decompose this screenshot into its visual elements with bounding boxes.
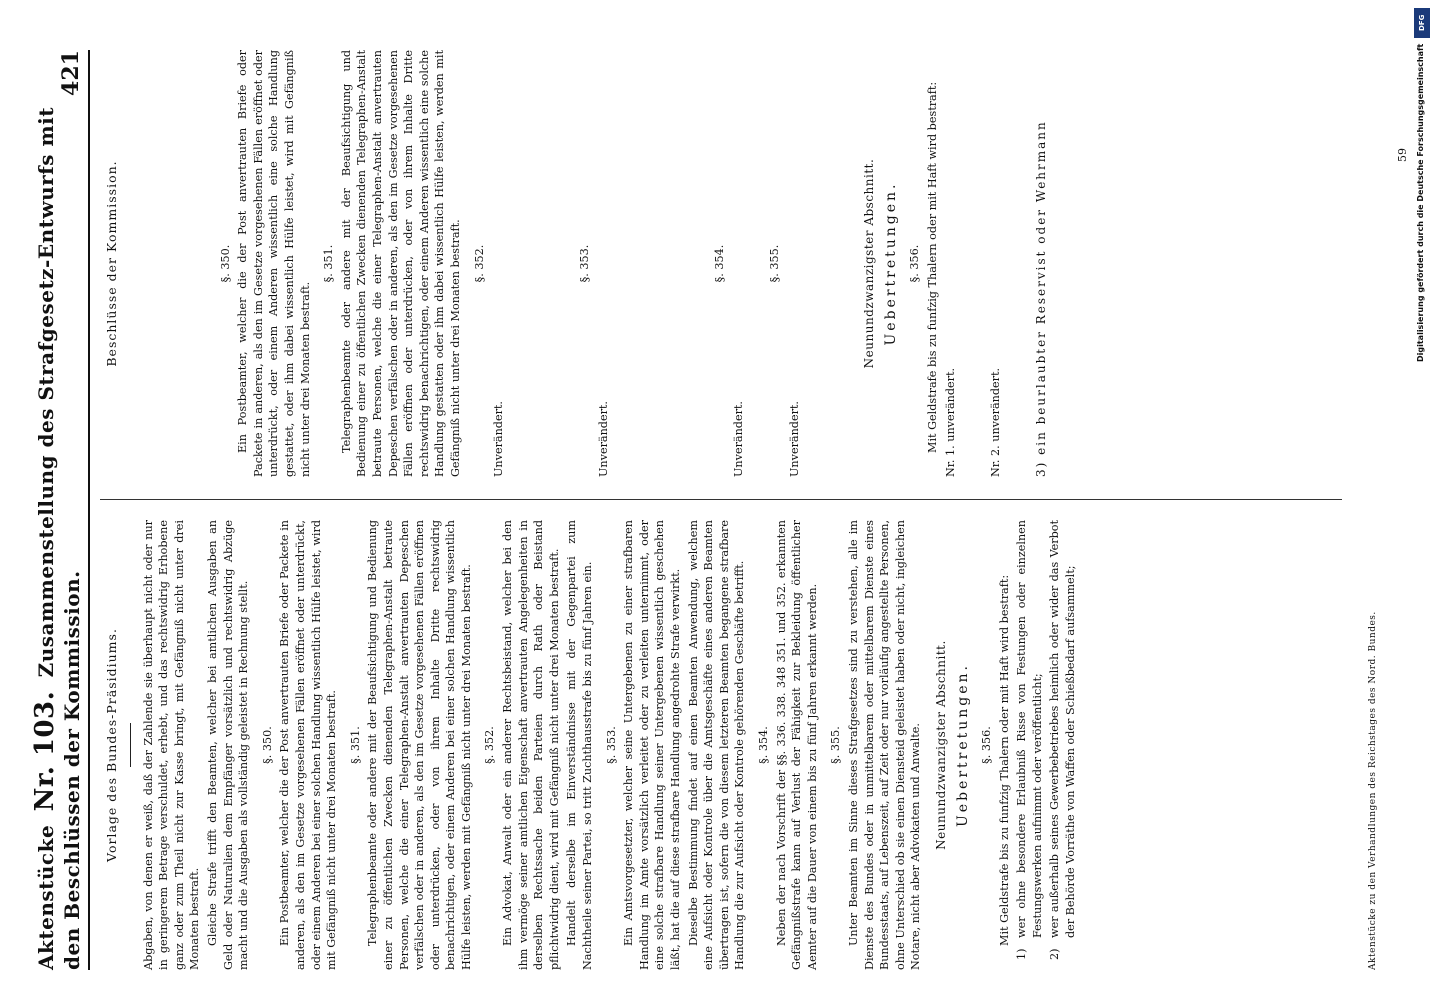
section-text-353: Unverändert. [597, 401, 611, 477]
section-label-354: §. 354. [756, 726, 770, 764]
section-text-355: Unverändert. [787, 401, 801, 477]
spacer [170, 50, 210, 477]
section-text-354: Unverändert. [732, 401, 746, 477]
section-label-353: §. 353. [577, 244, 591, 283]
section-label-353: §. 353. [604, 726, 618, 764]
section-text-352-2: Handelt derselbe im Einverständnisse mit der Gegenpartei zum Nachtheile seiner Partei, so tritt Zuchthausstrafe bis zu fünf Jahren ein. [565, 520, 595, 970]
title-text: Zusammenstellung des Strafgesetz-Entwurfs mit den Beschlüssen der Kommission. [34, 107, 84, 970]
section-label-356: §. 356. [980, 726, 994, 764]
section-text-355: Unter Beamten im Sinne dieses Strafgesetzes sind zu verstehen, alle im Dienste des Bundes oder in unmittelbarem oder mittelbarem Dienste eines Bundesstaats, auf Lebenszeit, auf Zeit oder nur vorläufig angestellte Personen, ohne Unterschied ob sie einen Diensteid geleistet haben oder nicht, ingleichen Notare, nicht aber Advokaten und Anwalte. [846, 520, 923, 970]
chapter-subtitle: Uebertretungen. [882, 181, 899, 346]
page-header [30, 50, 90, 970]
section-label-354: §. 354. [712, 244, 726, 283]
section-label-350: §. 350. [218, 244, 232, 283]
section-label-352: §. 352. [483, 726, 497, 764]
list-item-new: 3) ein beurlaubter Reservist oder Wehrmann [1033, 120, 1048, 477]
list-number: 1) [1015, 948, 1029, 960]
section-text-351: Telegraphenbeamte oder andere mit der Beaufsichtigung und Bedienung einer zu öffentlichen Zwecken dienenden Telegraphen-Anstalt betraute Personen, welche die einer Telegraphen-Anstalt anvertrauten Depeschen verfälschen oder in anderen, als den im Gesetze vorgesehenen Fällen eröffnen oder unterdrücken, oder von ihrem Inhalte Dritte rechtswidrig benachrichtigen, oder einem Anderen wissentlich eine solche Handlung gestatten oder ihm dabei wissentlich Hülfe leisten, werden mit Gefängniß nicht unter drei Monaten bestraft. [339, 50, 462, 477]
section-text-356: Mit Geldstrafe bis zu funfzig Thalern oder mit Haft wird bestraft: [997, 574, 1011, 946]
section-text-354: Neben der nach Vorschrift der §§. 336. 338. 348 351. und 352. erkannten Gefängnißstrafe kann auf Verlust der Fähigkeit zur Bekleidung öffentlicher Aemter auf die Dauer von einem bis zu fünf Jahren erkannt werden. [774, 520, 819, 970]
list-text: wer außerhalb seines Gewerbebetriebes heimlich oder wider das Verbot der Behörde Vorräthe von Waffen oder Schießbedarf aufsammelt; [1048, 520, 1078, 938]
title-prefix: Aktenstücke [34, 824, 58, 970]
page-number: 421 [58, 50, 84, 96]
spacer [130, 50, 170, 477]
section-label-355: §. 355. [768, 244, 782, 283]
chapter-title: Neunundzwanzigster Abschnitt. [933, 640, 948, 850]
section-text-351: Telegraphenbeamte oder andere mit der Beaufsichtigung und Bedienung einer zu öffentlichen Zwecken dienenden Telegraphen-Anstalt betraute Personen, welche die einer Telegraphen-Anstalt anvertrauten Depeschen verfälschen oder in anderen, als den im Gesetze vorgesehenen Fällen eröffnen oder unterdrücken, oder von ihrem Inhalte Dritte rechtswidrig benachrichtigen, oder einem Anderen bei einer solchen Handlung wissentlich Hülfe leisten, werden mit Gefängniß nicht unter drei Monaten bestraft. [366, 520, 473, 970]
list-item-unchanged: Nr. 1. unverändert. [943, 367, 957, 477]
chapter-subtitle: Uebertretungen. [954, 663, 971, 827]
section-label-351: §. 351. [348, 726, 362, 764]
section-text-353-2: Dieselbe Bestimmung findet auf einen Beamten Anwendung, welchem eine Aufsicht oder Kontrole über die Amtsgeschäfte eines anderen Beamten übertragen ist, sofern die von diesem letzteren Beamten begangene strafbare Handlung die zur Aufsicht oder Kontrole gehörenden Geschäfte betrifft. [686, 520, 747, 970]
section-label-351: §. 351. [322, 244, 336, 283]
section-label-350: §. 350. [260, 726, 274, 764]
section-text-352: Unverändert. [492, 401, 506, 477]
digitization-credit: Digitalisierung gefördert durch die Deutsche Forschungsgemeinschaft [1416, 44, 1425, 363]
list-item-unchanged: Nr. 2. unverändert. [989, 367, 1003, 477]
column-divider [100, 499, 1342, 500]
footer-note: Aktenstücke zu den Verhandlungen des Reichstages des Nord. Bundes. [1368, 611, 1378, 970]
section-label-352: §. 352. [472, 244, 486, 283]
left-column [100, 510, 1362, 970]
section-text-350: Ein Postbeamter, welcher die der Post anvertrauten Briefe oder Packete in anderen, als den im Gesetze vorgesehenen Fällen eröffnet oder unterdrückt, oder einem Anderen wissentlich eine solche Handlung gestattet, oder ihm dabei wissentlich Hülfe leistet, wird mit Gefängniß nicht unter drei Monaten bestraft. [236, 50, 312, 477]
title-number: Nr. 103. [30, 690, 60, 812]
intro-paragraph-2: Gleiche Strafe trifft den Beamten, welcher bei amtlichen Ausgaben an Geld oder Naturalien dem Empfänger vorsätzlich und rechtswidrig Abzüge macht und die Ausgaben als vollständig geleistet in Rechnung stellt. [205, 520, 251, 970]
heading-rule [130, 723, 131, 767]
section-text-356: Mit Geldstrafe bis zu funfzig Thalern oder mit Haft wird bestraft: [926, 81, 940, 453]
section-text-350: Ein Postbeamter, welcher die der Post anvertrauten Briefe oder Packete in anderen, als den im Gesetze vorgesehenen Fällen eröffnet oder unterdrückt, oder einem Anderen bei einer solchen Handlung wissentlich Hülfe leistet, wird mit Gefängniß nicht unter drei Monaten bestraft. [278, 520, 339, 970]
section-text-352: Ein Advokat, Anwalt oder ein anderer Rechtsbeistand, welcher bei den ihm vermöge seiner amtlichen Eigenschaft anvertrauten Angelegenheiten in derselben Rechtssache beiden Parteien durch Rath oder Beistand pflichtwidrig dient, wird mit Gefängniß nicht unter drei Monaten bestraft. [501, 520, 561, 970]
intro-paragraph: Abgaben, von denen er weiß, daß der Zahlende sie überhaupt nicht oder nur in geringerem Betrage verschuldet, erhebt, und das rechtswidrig Erhobene ganz oder zum Theil nicht zur Kasse bringt, mit Gefängniß nicht unter drei Monaten bestraft. [141, 520, 202, 970]
list-item [1014, 520, 1045, 970]
list-item [1047, 520, 1078, 970]
right-column [100, 50, 1362, 485]
left-column-heading: Vorlage des Bundes-Präsidiums. [104, 628, 119, 862]
dfg-logo: DFG [1414, 8, 1430, 38]
right-column-heading: Beschlüsse der Kommission. [104, 160, 119, 367]
list-number: 2) [1048, 948, 1062, 960]
list-text: wer ohne besondere Erlaubniß Risse von Festungen oder einzelnen Festungswerken aufnimmt oder veröffentlicht; [1015, 520, 1044, 938]
section-label-356: §. 356. [908, 244, 922, 283]
chapter-title: Neunundzwanzigster Abschnitt. [862, 158, 877, 369]
section-text-353: Ein Amtsvorgesetzter, welcher seine Untergebenen zu einer strafbaren Handlung im Amte vorsätzlich verleitet oder zu verleiten unternimmt, oder eine solche strafbare Handlung seiner Untergebenen wissentlich geschehen läßt, hat die auf diese strafbare Handlung angedrohte Strafe verwirkt. [622, 520, 682, 970]
page-title [30, 96, 84, 970]
section-label-355: §. 355. [829, 726, 843, 764]
sheet-number: 59 [1396, 148, 1409, 162]
